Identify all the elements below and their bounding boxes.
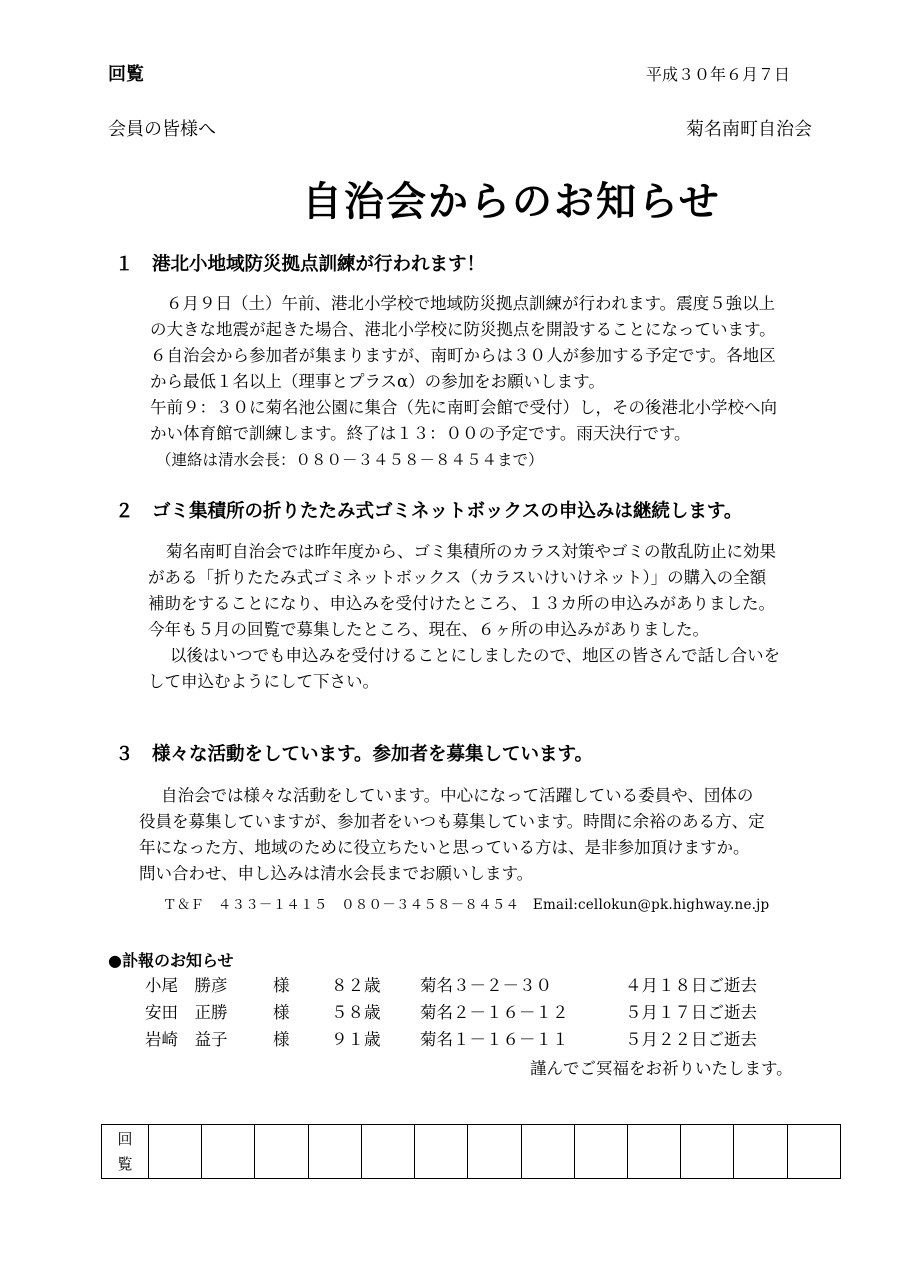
stamp-cell — [255, 1125, 308, 1179]
obituary-date: ５月２２日ご逝去 — [625, 1030, 757, 1049]
circulation-stamp-table — [101, 1124, 841, 1179]
stamp-cell — [574, 1125, 627, 1179]
paragraph-line: の大きな地震が起きた場合、港北小学校に防災拠点を開設することになっています。 — [150, 320, 776, 339]
stamp-cell — [468, 1125, 521, 1179]
stamp-cell — [627, 1125, 680, 1179]
paragraph-line: 以後はいつでも申込みを受付けることにしましたので、地区の皆さんで話し合いを — [170, 646, 781, 665]
stamp-cell — [202, 1125, 255, 1179]
paragraph-line: から最低１名以上（理事とプラスα）の参加をお願いします。 — [150, 372, 605, 391]
section3-body — [139, 783, 765, 887]
paragraph-line: かい体育館で訓練します。終了は１３：００の予定です。雨天決行です。 — [150, 424, 691, 443]
obituary-honorific: 様 — [273, 1030, 290, 1049]
obituary-name: 小尾 勝彦 — [145, 976, 228, 995]
paragraph-line: がある「折りたたみ式ゴミネットボックス（カラスいけいけネット）」の購入の全額 — [148, 568, 767, 587]
document-date: 平成３０年６月７日 — [646, 65, 791, 84]
circulation-label: 回覧 — [108, 64, 144, 85]
obituary-honorific: 様 — [273, 1003, 290, 1022]
obituary-age: ９１歳 — [331, 1030, 381, 1049]
paragraph-line: （連絡は清水会長：０８０－３４５８－８４５４まで） — [156, 451, 544, 469]
obituary-closing: 謹んでご冥福をお祈りいたします。 — [530, 1059, 793, 1078]
paragraph-line: 補助をすることになり、申込みを受付けたところ、１３カ所の申込みがありました。 — [148, 594, 775, 613]
paragraph-line: ６自治会から参加者が集まりますが、南町からは３０人が参加する予定です。各地区 — [150, 346, 776, 365]
obituary-age: ５８歳 — [331, 1003, 381, 1022]
contact-line: Ｔ＆Ｆ ４３３－１４１５ ０８０－３４５８－８４５４ Email:cellokun@pk.highway.ne.jp — [163, 897, 770, 913]
recipient: 会員の皆様へ — [108, 119, 216, 140]
paragraph-line: 午前９：３０に菊名池公園に集合（先に南町会館で受付）し，その後港北小学校へ向 — [150, 398, 777, 417]
stamp-cell — [521, 1125, 574, 1179]
circulation-table-label — [102, 1125, 149, 1179]
section3-heading: ３ 様々な活動をしています。参加者を募集しています。 — [115, 744, 594, 765]
section2-body — [148, 539, 780, 695]
section1-body — [150, 291, 777, 473]
label-char: 回 — [117, 1129, 133, 1148]
stamp-cell — [415, 1125, 468, 1179]
obituary-name: 安田 正勝 — [145, 1003, 228, 1022]
obituary-date: ４月１８日ご逝去 — [625, 976, 757, 995]
paragraph-line: して申込むようにして下さい。 — [148, 672, 379, 691]
paragraph-line: 年になった方、地域のために役立ちたいと思っている方は、是非参加頂けますか。 — [139, 838, 750, 857]
obituary-address: 菊名３－２－３０ — [420, 976, 552, 995]
section2-heading: ２ ゴミ集積所の折りたたみ式ゴミネットボックスの申込みは継続します。 — [115, 501, 743, 522]
paragraph-line: 菊名南町自治会では昨年度から、ゴミ集積所のカラス対策やゴミの散乱防止に効果 — [166, 542, 777, 561]
paragraph-line: ６月９日（土）午前、港北小学校で地域防災拠点訓練が行われます。震度５強以上 — [166, 294, 776, 313]
paragraph-line: 役員を募集していますが、参加者をいつも募集しています。時間に余裕のある方、定 — [139, 812, 765, 831]
stamp-cell — [787, 1125, 840, 1179]
obituary-name: 岩崎 益子 — [145, 1030, 228, 1049]
stamp-cell — [308, 1125, 361, 1179]
stamp-cell — [149, 1125, 202, 1179]
obituary-address: 菊名１－１６－１１ — [420, 1030, 569, 1049]
stamp-cell — [361, 1125, 414, 1179]
obituary-honorific: 様 — [273, 976, 290, 995]
section1-heading: １ 港北小地域防災拠点訓練が行われます！ — [115, 254, 486, 275]
obituary-address: 菊名２－１６－１２ — [420, 1003, 569, 1022]
stamp-cell — [681, 1125, 734, 1179]
obituary-heading: ●訃報のお知らせ — [108, 951, 234, 970]
label-char: 覧 — [117, 1154, 133, 1173]
page-title: 自治会からのお知らせ — [302, 179, 721, 225]
paragraph-line: 今年も５月の回覧で募集したところ、現在、６ヶ所の申込みがありました。 — [148, 620, 709, 639]
paragraph-line: 問い合わせ、申し込みは清水会長までお願いします。 — [139, 864, 534, 883]
obituary-age: ８２歳 — [331, 976, 381, 995]
stamp-cell — [734, 1125, 787, 1179]
paragraph-line: 自治会では様々な活動をしています。中心になって活躍している委員や、団体の — [161, 786, 754, 805]
sender: 菊名南町自治会 — [686, 119, 812, 140]
obituary-date: ５月１７日ご逝去 — [625, 1003, 757, 1022]
